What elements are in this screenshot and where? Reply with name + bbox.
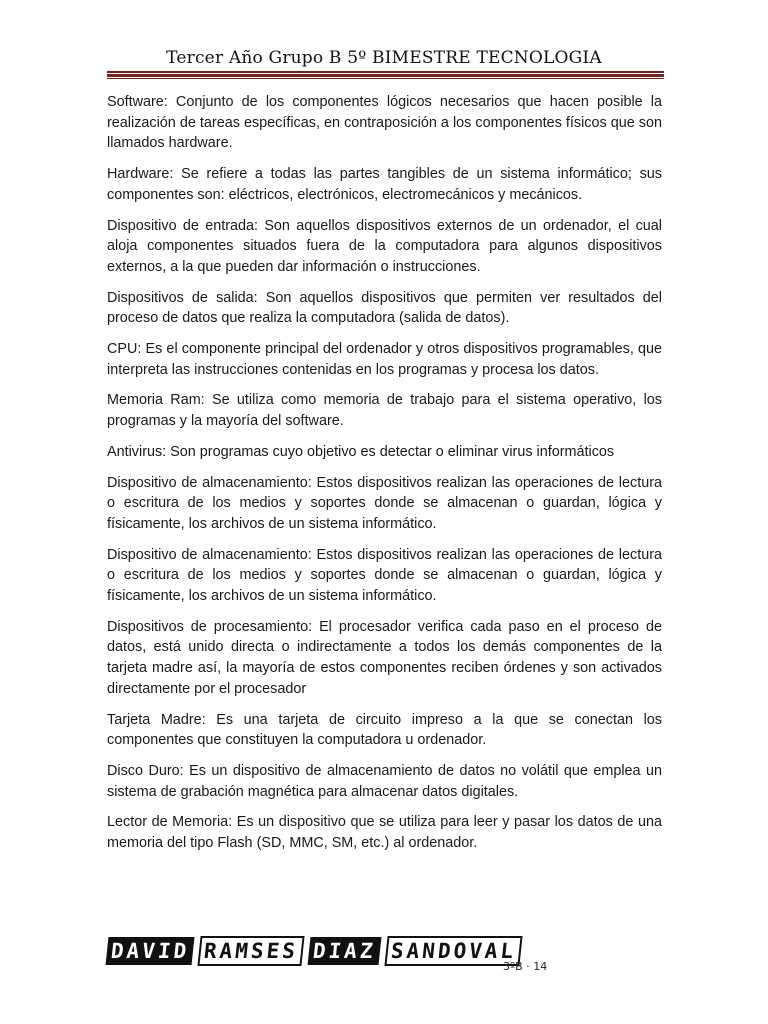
signature-word: RAMSES [198, 936, 305, 966]
paragraph-motherboard: Tarjeta Madre: Es una tarjeta de circuito impreso a la que se conectan los componentes que constituyen la computadora u ordenador. [107, 711, 662, 749]
paragraph-storage-device-repeat: Dispositivo de almacenamiento: Estos dispositivos realizan las operaciones de lectura o escritura de los medios y soportes donde se almacenan o guardan, lógica y físicamente, los archivos de un sistema informático. [107, 546, 662, 605]
paragraph-ram: Memoria Ram: Se utiliza como memoria de trabajo para el sistema operativo, los programas y la mayoría del software. [107, 392, 662, 430]
header-rule-middle [107, 74, 664, 77]
paragraph-hardware: Hardware: Se refiere a todas las partes tangibles de un sistema informático; sus componentes son: eléctricos, electrónicos, electromecánicos y mecánicos. [107, 166, 662, 203]
paragraph-output-device: Dispositivos de salida: Son aquellos dispositivos que permiten ver resultados del proceso de datos que realiza la computadora (salida de datos). [107, 289, 662, 327]
paragraph-antivirus: Antivirus: Son programas cuyo objetivo es detectar o eliminar virus informáticos [107, 443, 615, 460]
paragraph-cpu: CPU: Es el componente principal del ordenador y otros dispositivos programables, que interpreta las instrucciones contenidas en los programas y procesa los datos. [107, 341, 662, 378]
paragraph-processing-devices: Dispositivos de procesamiento: El procesador verifica cada paso en el proceso de datos, está unido directa o indirectamente a todos los demás componentes de la tarjeta madre así, la mayoría de estos componentes reciben órdenes y son activados directamente por el procesador [107, 618, 662, 697]
signature-word: DIAZ [308, 937, 382, 965]
header-rule-bottom [107, 78, 664, 79]
paragraph-software: Software: Conjunto de los componentes lógicos necesarios que hacen posible la realización de tareas específicas, en contraposición a los componentes físicos que son llamados hardware. [107, 94, 662, 152]
page-number: 3ºB · 14 [503, 960, 548, 973]
paragraph-input-device: Dispositivo de entrada: Son aquellos dispositivos externos de un ordenador, el cual aloja componentes situados fuera de la computadora para algunos dispositivos externos, a la que pueden dar información o instrucciones. [107, 217, 662, 275]
footer-dot: . [107, 952, 111, 966]
signature-word: SANDOVAL [384, 936, 522, 966]
header-rule-top [107, 71, 664, 73]
author-signature [107, 936, 521, 966]
paragraph-hard-disk: Disco Duro: Es un dispositivo de almacenamiento de datos no volátil que emplea un sistema de grabación magnética para almacenar datos digitales. [107, 762, 662, 800]
paragraph-storage-device: Dispositivo de almacenamiento: Estos dispositivos realizan las operaciones de lectura o escritura de los medios y soportes donde se almacenan o guardan, lógica y físicamente, los archivos de un sistema informático. [107, 474, 662, 532]
paragraph-memory-reader: Lector de Memoria: Es un dispositivo que se utiliza para leer y pasar los datos de una memoria del tipo Flash (SD, MMC, SM, etc.) al ordenador. [107, 814, 662, 852]
signature-word: DAVID [106, 937, 195, 965]
page-header-title: Tercer Año Grupo B 5º BIMESTRE TECNOLOGIA [166, 48, 602, 68]
document-body [107, 92, 662, 864]
